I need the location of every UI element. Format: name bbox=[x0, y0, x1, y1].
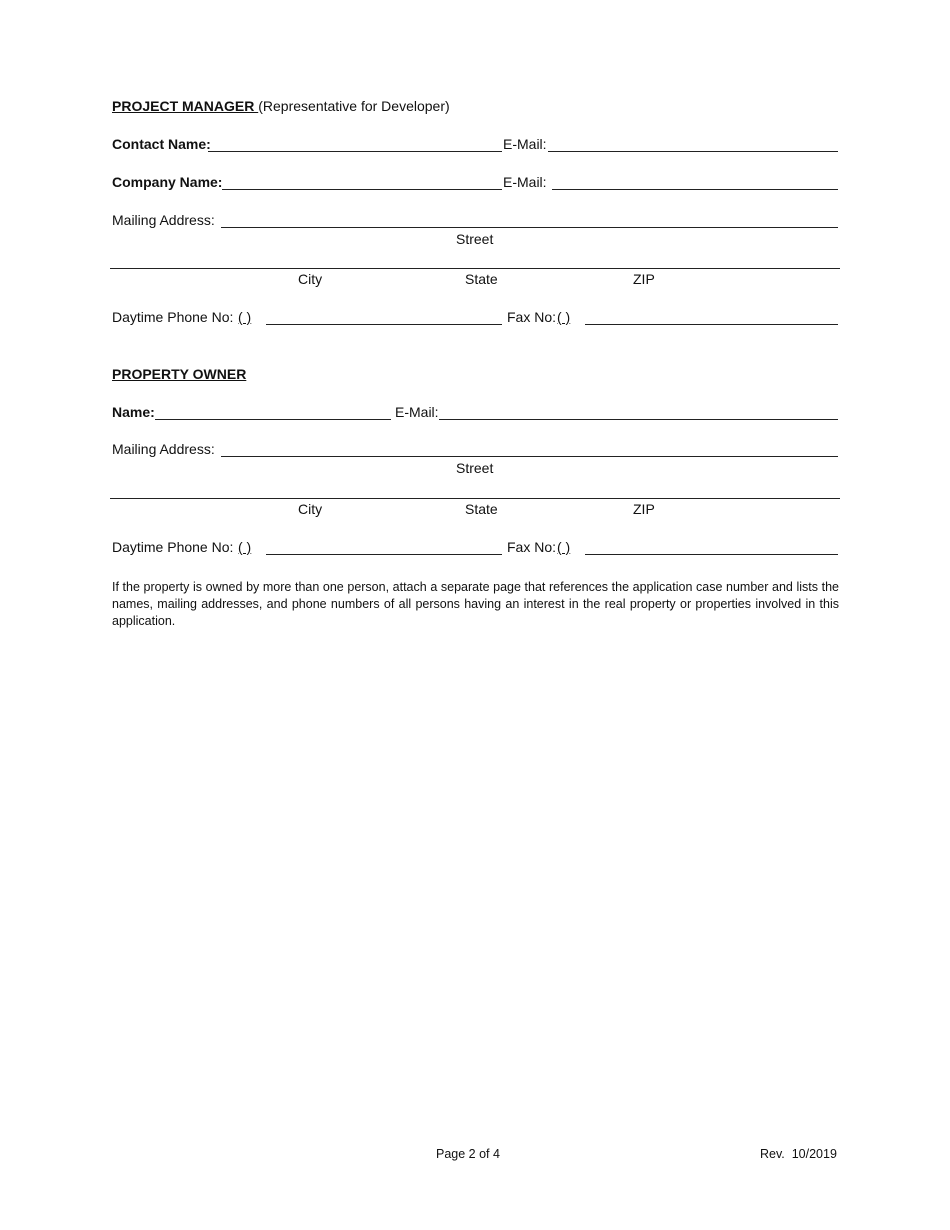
company-name-label: Company Name: bbox=[112, 174, 223, 190]
owner-fax-label: Fax No: bbox=[507, 539, 557, 555]
owner-email-label: E-Mail: bbox=[395, 404, 439, 420]
owner-fax-area-code: ( ) bbox=[557, 539, 571, 555]
property-owner-heading: PROPERTY OWNER bbox=[112, 366, 247, 382]
pm-fax-input[interactable] bbox=[585, 306, 838, 325]
owner-fax-input[interactable] bbox=[585, 536, 838, 555]
project-manager-heading-note: (Representative for Developer) bbox=[258, 98, 450, 114]
pm-fax-area-code: ( ) bbox=[557, 309, 571, 325]
owner-city-state-zip-input[interactable] bbox=[110, 480, 840, 499]
owner-mailing-address-label: Mailing Address: bbox=[112, 441, 215, 457]
revision-date: Rev. 10/2019 bbox=[760, 1147, 837, 1161]
owner-phone-area-code: ( ) bbox=[238, 539, 252, 555]
pm-phone-input[interactable] bbox=[266, 306, 502, 325]
owner-street-caption: Street bbox=[456, 460, 494, 476]
pm-email-label-2: E-Mail: bbox=[503, 174, 547, 190]
owner-state-caption: State bbox=[465, 501, 498, 517]
owner-name-label: Name: bbox=[112, 404, 155, 420]
pm-state-caption: State bbox=[465, 271, 498, 287]
pm-zip-caption: ZIP bbox=[633, 271, 655, 287]
company-name-input[interactable] bbox=[222, 171, 502, 190]
pm-city-caption: City bbox=[298, 271, 323, 287]
pm-mailing-address-label: Mailing Address: bbox=[112, 212, 215, 228]
project-manager-heading: PROJECT MANAGER bbox=[112, 98, 259, 114]
multiple-owners-note: If the property is owned by more than one person, attach a separate page that references the application case number and lists the names, mailing addresses, and phone numbers of all persons having an interest in the real property or properties involved in this application. bbox=[112, 580, 839, 628]
pm-phone-label: Daytime Phone No: bbox=[112, 309, 234, 325]
owner-city-caption: City bbox=[298, 501, 323, 517]
pm-street-input[interactable] bbox=[221, 209, 838, 228]
owner-street-input[interactable] bbox=[221, 438, 838, 457]
pm-city-state-zip-input[interactable] bbox=[110, 250, 840, 269]
owner-name-input[interactable] bbox=[155, 401, 391, 420]
contact-name-input[interactable] bbox=[208, 133, 502, 152]
pm-fax-label: Fax No: bbox=[507, 309, 557, 325]
contact-name-label: Contact Name: bbox=[112, 136, 211, 152]
owner-zip-caption: ZIP bbox=[633, 501, 655, 517]
pm-phone-area-code: ( ) bbox=[238, 309, 252, 325]
owner-phone-input[interactable] bbox=[266, 536, 502, 555]
owner-email-input[interactable] bbox=[439, 401, 838, 420]
pm-company-email-input[interactable] bbox=[552, 171, 838, 190]
pm-contact-email-input[interactable] bbox=[548, 133, 838, 152]
pm-street-caption: Street bbox=[456, 231, 494, 247]
page-number: Page 2 of 4 bbox=[436, 1147, 500, 1161]
pm-email-label-1: E-Mail: bbox=[503, 136, 547, 152]
owner-phone-label: Daytime Phone No: bbox=[112, 539, 234, 555]
project-manager-heading-row bbox=[112, 98, 450, 114]
